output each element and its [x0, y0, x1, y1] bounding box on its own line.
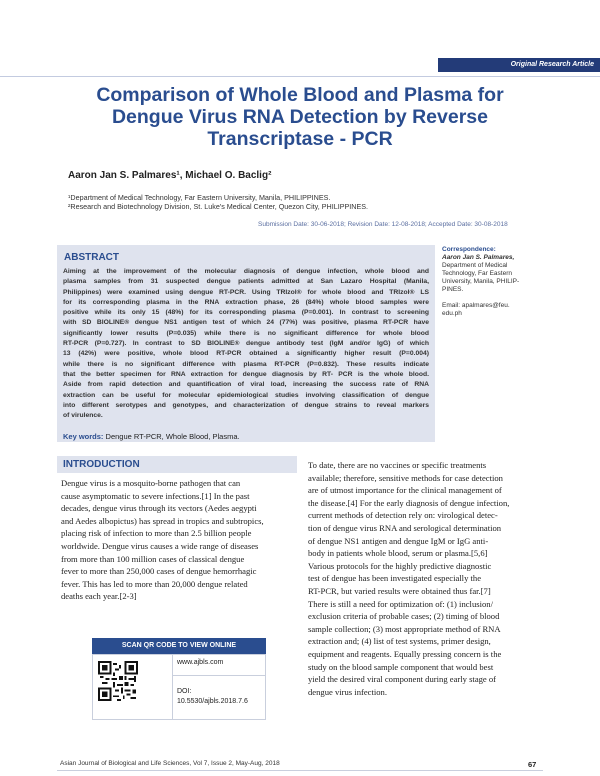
introduction-right-column: [308, 459, 548, 698]
abstract-line: 13 (42%) were positive, whole blood RT-PCR obtained a significantly higher result (P=0.004): [63, 350, 429, 358]
abstract-line: extraction can be useful for molecular epidemiological studies involving classification of dengue: [63, 391, 429, 399]
body-line: Dengue virus is a mosquito-borne pathogen that can: [61, 478, 241, 488]
abstract-line: for its corresponding plasma in the RNA extraction phase, 26 (84%) whole blood samples were: [63, 298, 429, 306]
body-line: of dengue NS1 antigen and dengue IgM or IgG anti-: [308, 535, 489, 546]
keywords-value: Dengue RT-PCR, Whole Blood, Plasma.: [103, 432, 240, 441]
journal-url-link[interactable]: www.ajbls.com: [177, 659, 224, 666]
abstract-line: Aside from rapid detection and quantification of viral load, increasing the success rate of RNA: [63, 381, 429, 389]
abstract-line: of virulence.: [63, 412, 103, 420]
abstract-line: RT-PCR (P=0.727). In contrast to SD BIOLINE® dengue antibody test (IgM and/or IgG) of which: [63, 340, 429, 348]
body-line: and Aedes albopictus) has spread in tropics and subtropics,: [61, 515, 264, 526]
abstract-heading: ABSTRACT: [64, 252, 119, 263]
body-line: deaths each year.[2-3]: [61, 591, 137, 602]
journal-footer: Asian Journal of Biological and Life Sciences, Vol 7, Issue 2, May-Aug, 2018: [60, 760, 280, 767]
page-number: 67: [528, 760, 537, 769]
qr-code-icon[interactable]: [98, 661, 138, 701]
body-line: from more than 100 million cases of classical dengue: [61, 553, 245, 564]
abstract-line: into different serotypes and genotypes, and characterization of dengue strains to reveal markers: [63, 401, 429, 409]
affiliation-2: ²Research and Biotechnology Division, St. Luke's Medical Center, Quezon City, PHILIPPINES.: [68, 202, 369, 211]
footer-divider: [57, 770, 543, 771]
title-line: Comparison of Whole Blood and Plasma for: [96, 84, 504, 106]
article-title: [60, 84, 540, 150]
body-line: To date, there are no vaccines or specific treatments: [308, 460, 487, 470]
qr-divider: [172, 654, 173, 720]
body-line: Various protocols for the highly predictive diagnostic: [308, 560, 492, 571]
body-line: decades, dengue virus through its vectors (Aedes aegypti: [61, 503, 257, 514]
affiliation-1: ¹Department of Medical Technology, Far Eastern University, Manila, PHILIPPINES.: [68, 193, 331, 202]
body-line: current methods of detection rely on: virological detec-: [308, 510, 498, 521]
correspondence-line: University, Manila, PHILIP-: [442, 278, 520, 285]
body-line: tion of dengue virus RNA and serological determination: [308, 522, 502, 533]
correspondence-line: Technology, Far Eastern: [442, 270, 512, 277]
keywords: [63, 432, 240, 441]
body-line: fever. This has led to more than 20,000 dengue related: [61, 578, 248, 589]
abstract-line: while there is no significant difference with plasma RT-PCR (P=0.832). These results indicate: [63, 360, 429, 368]
correspondence-heading: Correspondence:: [442, 246, 496, 253]
body-line: equipment and reagents. Equally pressing concern is the: [308, 648, 502, 659]
abstract-box: [57, 245, 435, 442]
body-line: body in patients whole blood, serum or plasma.[5,6]: [308, 548, 488, 559]
qr-hline: [172, 675, 266, 676]
title-line: Transcriptase - PCR: [207, 128, 393, 150]
abstract-line: that the better specimen for RNA extraction for dengue diagnosis by RT- PCR is the whole blood.: [63, 370, 429, 378]
body-line: study on the blood sample component that would best: [308, 661, 494, 672]
body-line: the disease.[4] For the early diagnosis of dengue infection,: [308, 497, 510, 508]
abstract-text: [63, 267, 429, 421]
abstract-line: Philippines) were examined using dengue RT-PCR. Using TRIzol® for whole blood and TRIzol® LS: [63, 288, 429, 296]
correspondence-email: edu.ph: [442, 310, 462, 317]
body-line: cause asymptomatic to severe infections.[1] In the past: [61, 490, 250, 501]
correspondence-name: Aaron Jan S. Palmares,: [442, 254, 515, 261]
qr-heading: SCAN QR CODE TO VIEW ONLINE: [121, 642, 237, 649]
abstract-line: positive while its only 15 (48%) for its corresponding plasma (P=0.001). In contrast to screening: [63, 309, 429, 317]
header-divider: [0, 76, 600, 77]
body-line: test of dengue has been investigated especially the: [308, 573, 482, 584]
article-type-label: Original Research Article: [510, 61, 594, 68]
correspondence-block: [442, 246, 542, 318]
submission-dates: Submission Date: 30-06-2018; Revision Date: 12-08-2018; Accepted Date: 30-08-2018: [258, 221, 508, 228]
abstract-line: Aiming at the improvement of the molecular diagnosis of dengue infection, whole blood and: [63, 268, 429, 275]
correspondence-line: Department of Medical: [442, 262, 508, 269]
abstract-line: significantly lower results (P=0.035) while there is no significant difference for whole blood: [63, 329, 429, 337]
correspondence-email: Email: apalmares@feu.: [442, 302, 510, 309]
abstract-line: with SD BIOLINE® dengue NS1 antigen test of which 24 (77%) was positive, plasma RT-PCR have: [63, 319, 429, 327]
body-line: exclusion criteria of probable cases; (2) timing of blood: [308, 611, 500, 622]
introduction-heading: INTRODUCTION: [63, 459, 140, 470]
body-line: RT-PCR, but varied results were obtained thus far.[7]: [308, 585, 491, 596]
body-line: sample collection; (3) most appropriate method of RNA: [308, 623, 501, 634]
body-line: available; therefore, sensitive methods for case detection: [308, 472, 503, 483]
body-line: are of utmost importance for the clinical management of: [308, 485, 502, 496]
doi-link[interactable]: 10.5530/ajbls.2018.7.6: [177, 698, 248, 705]
introduction-left-column: [61, 477, 297, 603]
abstract-line: plasma samples from 31 suspected dengue patients admitted at San Lazaro Hospital (Manila,: [63, 278, 429, 286]
author-list: Aaron Jan S. Palmares¹, Michael O. Baclig²: [68, 170, 272, 181]
body-line: extraction and; (4) list of test systems, primer design,: [308, 636, 491, 647]
title-line: Dengue Virus RNA Detection by Reverse: [111, 106, 489, 128]
doi-label: DOI:: [177, 688, 192, 695]
body-line: dengue virus infection.: [308, 686, 387, 697]
body-line: yield the desired viral component during early stage of: [308, 674, 497, 685]
correspondence-line: PINES.: [442, 286, 464, 293]
keywords-label: Key words:: [63, 432, 104, 441]
body-line: worldwide. Dengue virus causes a wide range of diseases: [61, 540, 259, 551]
body-line: There is still a need for optimization of: (1) inclusion/: [308, 598, 493, 609]
body-line: placing risk of infection to more than 2.5 billion people: [61, 528, 252, 539]
body-line: fever to more than 250,000 cases of dengue hemorrhagic: [61, 566, 257, 577]
